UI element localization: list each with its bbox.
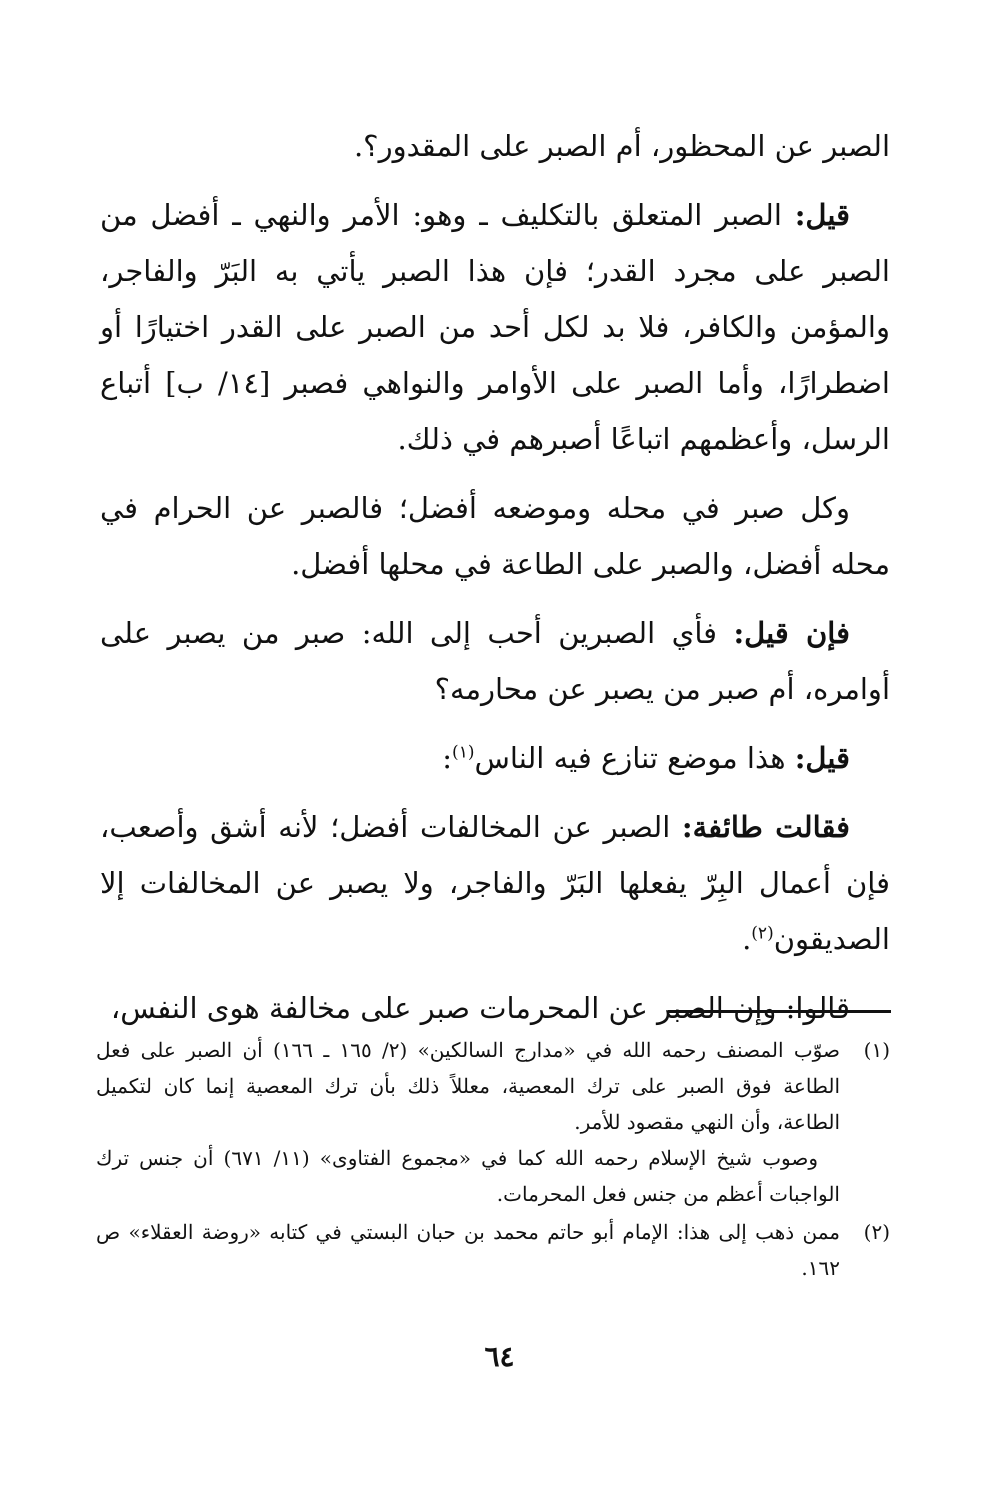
paragraph-text: هذا موضع تنازع فيه الناس — [474, 741, 795, 775]
footnote-line: وصوب شيخ الإسلام رحمه الله كما في «مجموع الفتاوى» (١١/ ٦٧١) أن جنس ترك الواجبات أعظم من جنس فعل المحرمات. — [96, 1146, 840, 1206]
paragraph-5 — [100, 730, 890, 786]
paragraph-text: قالوا: وإن الصبر عن المحرمات صبر على مخالفة هوى النفس، — [110, 991, 850, 1025]
paragraph-text: فأي الصبرين أحب إلى الله: صبر من يصبر على أوامره، أم صبر من يصبر عن محارمه؟ — [100, 616, 890, 706]
paragraph-2 — [100, 187, 890, 467]
paragraph-3 — [100, 480, 890, 592]
paragraph-text: الصبر عن المخالفات أفضل؛ لأنه أشق وأصعب، فإن أعمال البِرّ يفعلها البَرّ والفاجر، ولا يصبر عن المخالفات إلا الصديقون — [100, 810, 890, 956]
page-number: ٦٤ — [484, 1340, 515, 1373]
footnote-number: (٢) — [863, 1220, 890, 1244]
paragraph-4 — [100, 605, 890, 717]
footnote-separator — [668, 1010, 891, 1013]
footnote-number: (١) — [863, 1038, 890, 1062]
footnotes — [96, 1032, 890, 1288]
footnote-body — [96, 1214, 840, 1286]
footnote-reference-2[interactable]: (٢) — [751, 923, 774, 944]
paragraph-6 — [100, 799, 890, 967]
paragraph-lead: فقالت طائفة: — [681, 810, 850, 844]
paragraph-7 — [100, 980, 890, 1036]
paragraph-lead: قيل: — [794, 198, 850, 232]
main-text — [100, 118, 890, 1049]
paragraph-lead: قيل: — [794, 741, 850, 775]
footnote-line: صوّب المصنف رحمه الله في «مدارج السالكين» (٢/ ١٦٥ ـ ١٦٦) أن الصبر على فعل الطاعة فوق الصبر على ترك المعصية، معللاً ذلك بأن ترك المعصية إنما كان لتكميل الطاعة، وأن النهي مقصود للأمر. — [96, 1038, 840, 1134]
paragraph-text: الصبر عن المحظور، أم الصبر على المقدور؟. — [353, 129, 890, 163]
paragraph-lead: فإن قيل: — [733, 616, 851, 650]
footnote-1 — [96, 1032, 890, 1212]
paragraph-1 — [100, 118, 890, 174]
footnote-reference-1[interactable]: (١) — [452, 742, 475, 763]
paragraph-text: وكل صبر في محله وموضعه أفضل؛ فالصبر عن الحرام في محله أفضل، والصبر على الطاعة في محلها أفضل. — [100, 491, 890, 581]
footnote-body — [96, 1032, 840, 1212]
paragraph-tail: : — [442, 741, 453, 775]
paragraph-text: الصبر المتعلق بالتكليف ـ وهو: الأمر والنهي ـ أفضل من الصبر على مجرد القدر؛ فإن هذا الصبر يأتي به البَرّ والفاجر، والمؤمن والكافر، فلا بد لكل أحد من الصبر على القدر اختيارًا أو اضطرارًا، وأما الصبر على الأوامر والنواهي فصبر [١٤/ ب] أتباع الرسل، وأعظمهم اتباعًا أصبرهم في ذلك. — [100, 198, 890, 456]
footnote-2 — [96, 1214, 890, 1286]
paragraph-tail: . — [742, 922, 752, 956]
footnote-line: ممن ذهب إلى هذا: الإمام أبو حاتم محمد بن حبان البستي في كتابه «روضة العقلاء» ص ١٦٢. — [96, 1220, 840, 1280]
